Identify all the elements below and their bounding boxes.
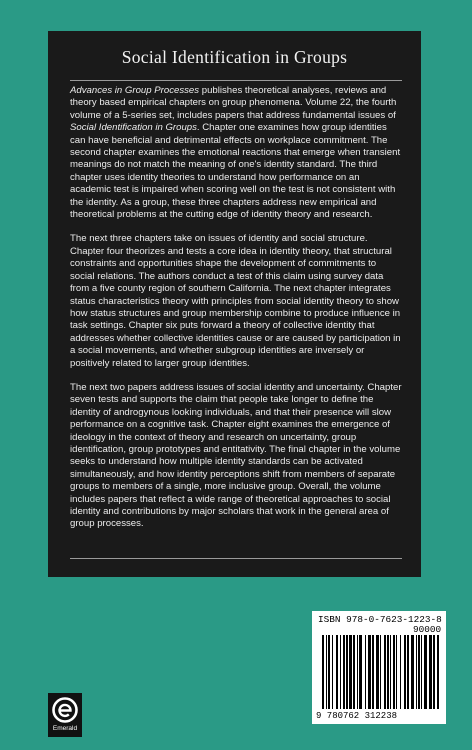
- price-code: 90000: [413, 624, 442, 635]
- barcode-bar: [424, 635, 427, 709]
- isbn-text: ISBN 978-0-7623-1223-8: [318, 614, 442, 625]
- barcode-bar: [372, 635, 374, 709]
- text-run: The next two papers address issues of social identity and uncertainty. Chapter seven tests and supports the claim that people take longer to define the identity of androgynous looking individuals, and that their presence will slow performance on a cognitive task. Chapter eight examines the emergence of ideology in the context of theory and research on uncertainty, group identification, group prototypes and entitativity. The final chapter in the volume seeks to understand how multiple identity standards can be activated simultaneously, and how identity perceptions shift from members of separate groups to members of a single, more inclusive group. Overall, the volume includes papers that reflect a wide range of theoretical approaches to social identity and contributions by major scholars that work in the general area of group processes.: [70, 381, 402, 530]
- barcode-bar: [328, 635, 330, 709]
- text-run: The next three chapters take on issues of identity and social structure. Chapter four theorizes and tests a core idea in identity theory, that structural constraints and opportunities shape the development of commitments to social relations. The authors conduct a test of this claim using survey data from a five county region of southern California. The next chapter integrates status characteristics theory with principles from social identity theory to show how status structures and group membership combine to produce influence in task settings. Chapter six puts forward a theory of collective identity that addresses whether collective identities cause or are caused by participation in a social movements, and whether subgroup identities are inversely or positively related to larger group identities.: [70, 233, 401, 369]
- barcode-bar: [349, 635, 352, 709]
- description-text: [70, 85, 403, 543]
- barcode-bar: [384, 635, 386, 709]
- emerald-e-icon: [52, 697, 78, 723]
- publisher-logo: [48, 693, 82, 737]
- barcode-bar: [357, 635, 358, 709]
- barcode-bar: [353, 635, 355, 709]
- paragraph-2: [70, 233, 403, 369]
- bottom-divider: [70, 558, 402, 559]
- barcode-bar: [343, 635, 345, 709]
- barcode-bar: [393, 635, 395, 709]
- paragraph-3: [70, 382, 403, 531]
- barcode-bar: [429, 635, 432, 709]
- barcode-bars: [322, 635, 442, 711]
- barcode-bar: [411, 635, 414, 709]
- book-title: Social Identification in Groups: [121, 47, 348, 67]
- barcode-bar: [326, 635, 327, 709]
- description-panel: [48, 31, 421, 577]
- barcode-bar: [387, 635, 389, 709]
- barcode-bar: [404, 635, 406, 709]
- barcode-bar: [365, 635, 366, 709]
- italic-title: Social Identification in Groups: [70, 122, 197, 134]
- text-run: . Chapter one examines how group identities can have beneficial and detrimental effects on workplace commitment. The second chapter examines the emotional reactions that emerge when transient meanings do not match the meaning of one's identity standard. The third chapter uses identity theories to understand how performance on an academic test is impaired when scoring well on the test is not consistent with the identity. As a group, these three chapters address new empirical and theoretical problems at the cutting edge of identity theory and research.: [70, 122, 401, 221]
- text-run: publishes theoretical analyses, reviews and theory based empirical chapters on group phenomena. Volume 22, the fourth volume of a 5-series set, includes papers that address fundamental issues of: [70, 85, 397, 121]
- barcode-bar: [407, 635, 409, 709]
- barcode-bar: [332, 635, 333, 709]
- barcode-bar: [437, 635, 439, 709]
- barcode-bar: [376, 635, 379, 709]
- barcode-bar: [400, 635, 401, 709]
- barcode-bar: [433, 635, 435, 709]
- barcode-bar: [359, 635, 362, 709]
- barcode-bar: [416, 635, 417, 709]
- paragraph-1: [70, 85, 403, 221]
- barcode-bar: [380, 635, 381, 709]
- barcode-bar: [368, 635, 371, 709]
- barcode-bar: [421, 635, 422, 709]
- barcode-bar: [396, 635, 397, 709]
- barcode-bar: [390, 635, 391, 709]
- title-divider: [70, 80, 402, 81]
- isbn-barcode: [312, 611, 446, 724]
- italic-title: Advances in Group Processes: [70, 85, 200, 96]
- barcode-bar: [340, 635, 341, 709]
- barcode-digits: 9 780762 312238: [316, 711, 398, 721]
- barcode-bar: [336, 635, 338, 709]
- barcode-bar: [418, 635, 420, 709]
- barcode-bar: [346, 635, 348, 709]
- barcode-bar: [322, 635, 324, 709]
- publisher-name: Emerald: [52, 725, 78, 732]
